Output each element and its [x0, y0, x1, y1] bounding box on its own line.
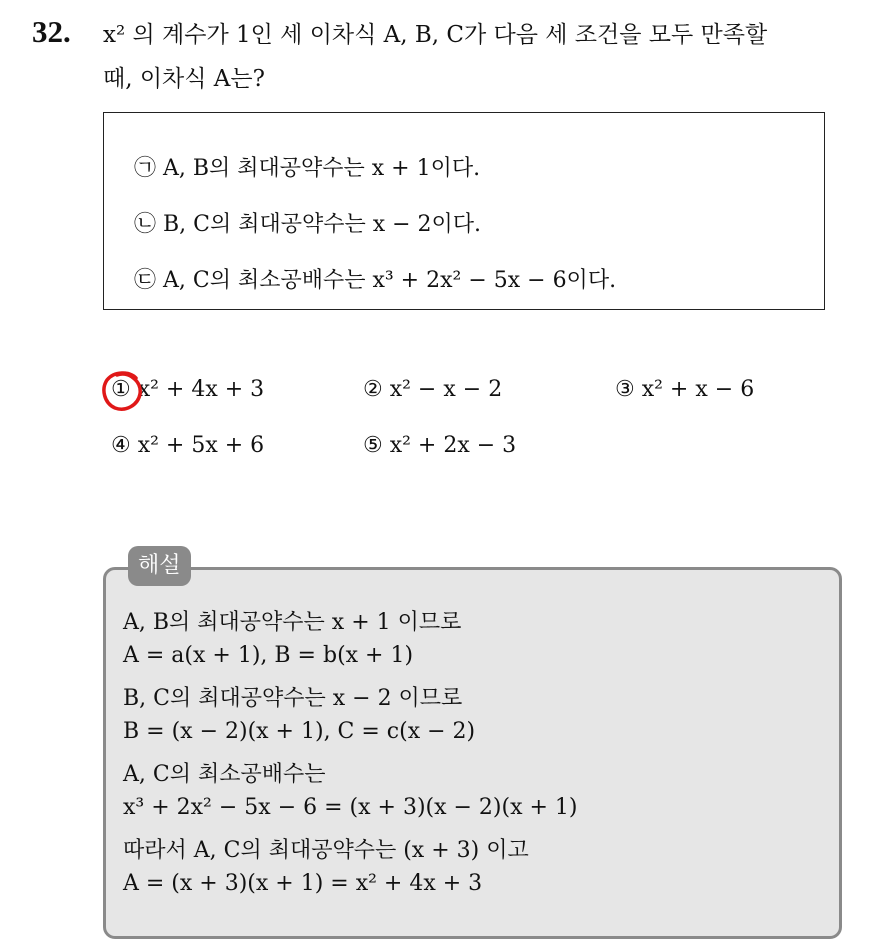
solution-line-4: B = (x − 2)(x + 1), C = c(x − 2): [123, 719, 476, 744]
condition-3: ㉢ A, C의 최소공배수는 x³ + 2x² − 5x − 6이다.: [134, 268, 617, 293]
choice-5[interactable]: ⑤ x² + 2x − 3: [363, 433, 517, 458]
solution-line-7: 따라서 A, C의 최대공약수는 (x + 3) 이고: [123, 838, 529, 863]
choice-2[interactable]: ② x² − x − 2: [363, 377, 503, 402]
solution-line-3: B, C의 최대공약수는 x − 2 이므로: [123, 686, 463, 711]
choice-4[interactable]: ④ x² + 5x + 6: [111, 433, 265, 458]
solution-line-2: A = a(x + 1), B = b(x + 1): [123, 643, 414, 668]
solution-line-6: x³ + 2x² − 5x − 6 = (x + 3)(x − 2)(x + 1): [123, 795, 578, 820]
solution-line-1: A, B의 최대공약수는 x + 1 이므로: [123, 610, 462, 635]
question-text-line-1: x² 의 계수가 1인 세 이차식 A, B, C가 다음 세 조건을 모두 만족할: [103, 22, 768, 48]
choice-1[interactable]: ① x² + 4x + 3: [111, 377, 265, 402]
answer-circle-mark: [100, 368, 144, 412]
question-number: 32.: [32, 14, 71, 49]
question-text-line-2: 때, 이차식 A는?: [103, 66, 265, 92]
solution-label: 해설: [128, 546, 191, 586]
choice-3[interactable]: ③ x² + x − 6: [615, 377, 755, 402]
condition-2: ㉡ B, C의 최대공약수는 x − 2이다.: [134, 212, 482, 237]
solution-line-8: A = (x + 3)(x + 1) = x² + 4x + 3: [123, 871, 483, 896]
solution-line-5: A, C의 최소공배수는: [123, 762, 326, 787]
conditions-box: [103, 112, 825, 310]
condition-1: ㉠ A, B의 최대공약수는 x + 1이다.: [134, 156, 481, 181]
